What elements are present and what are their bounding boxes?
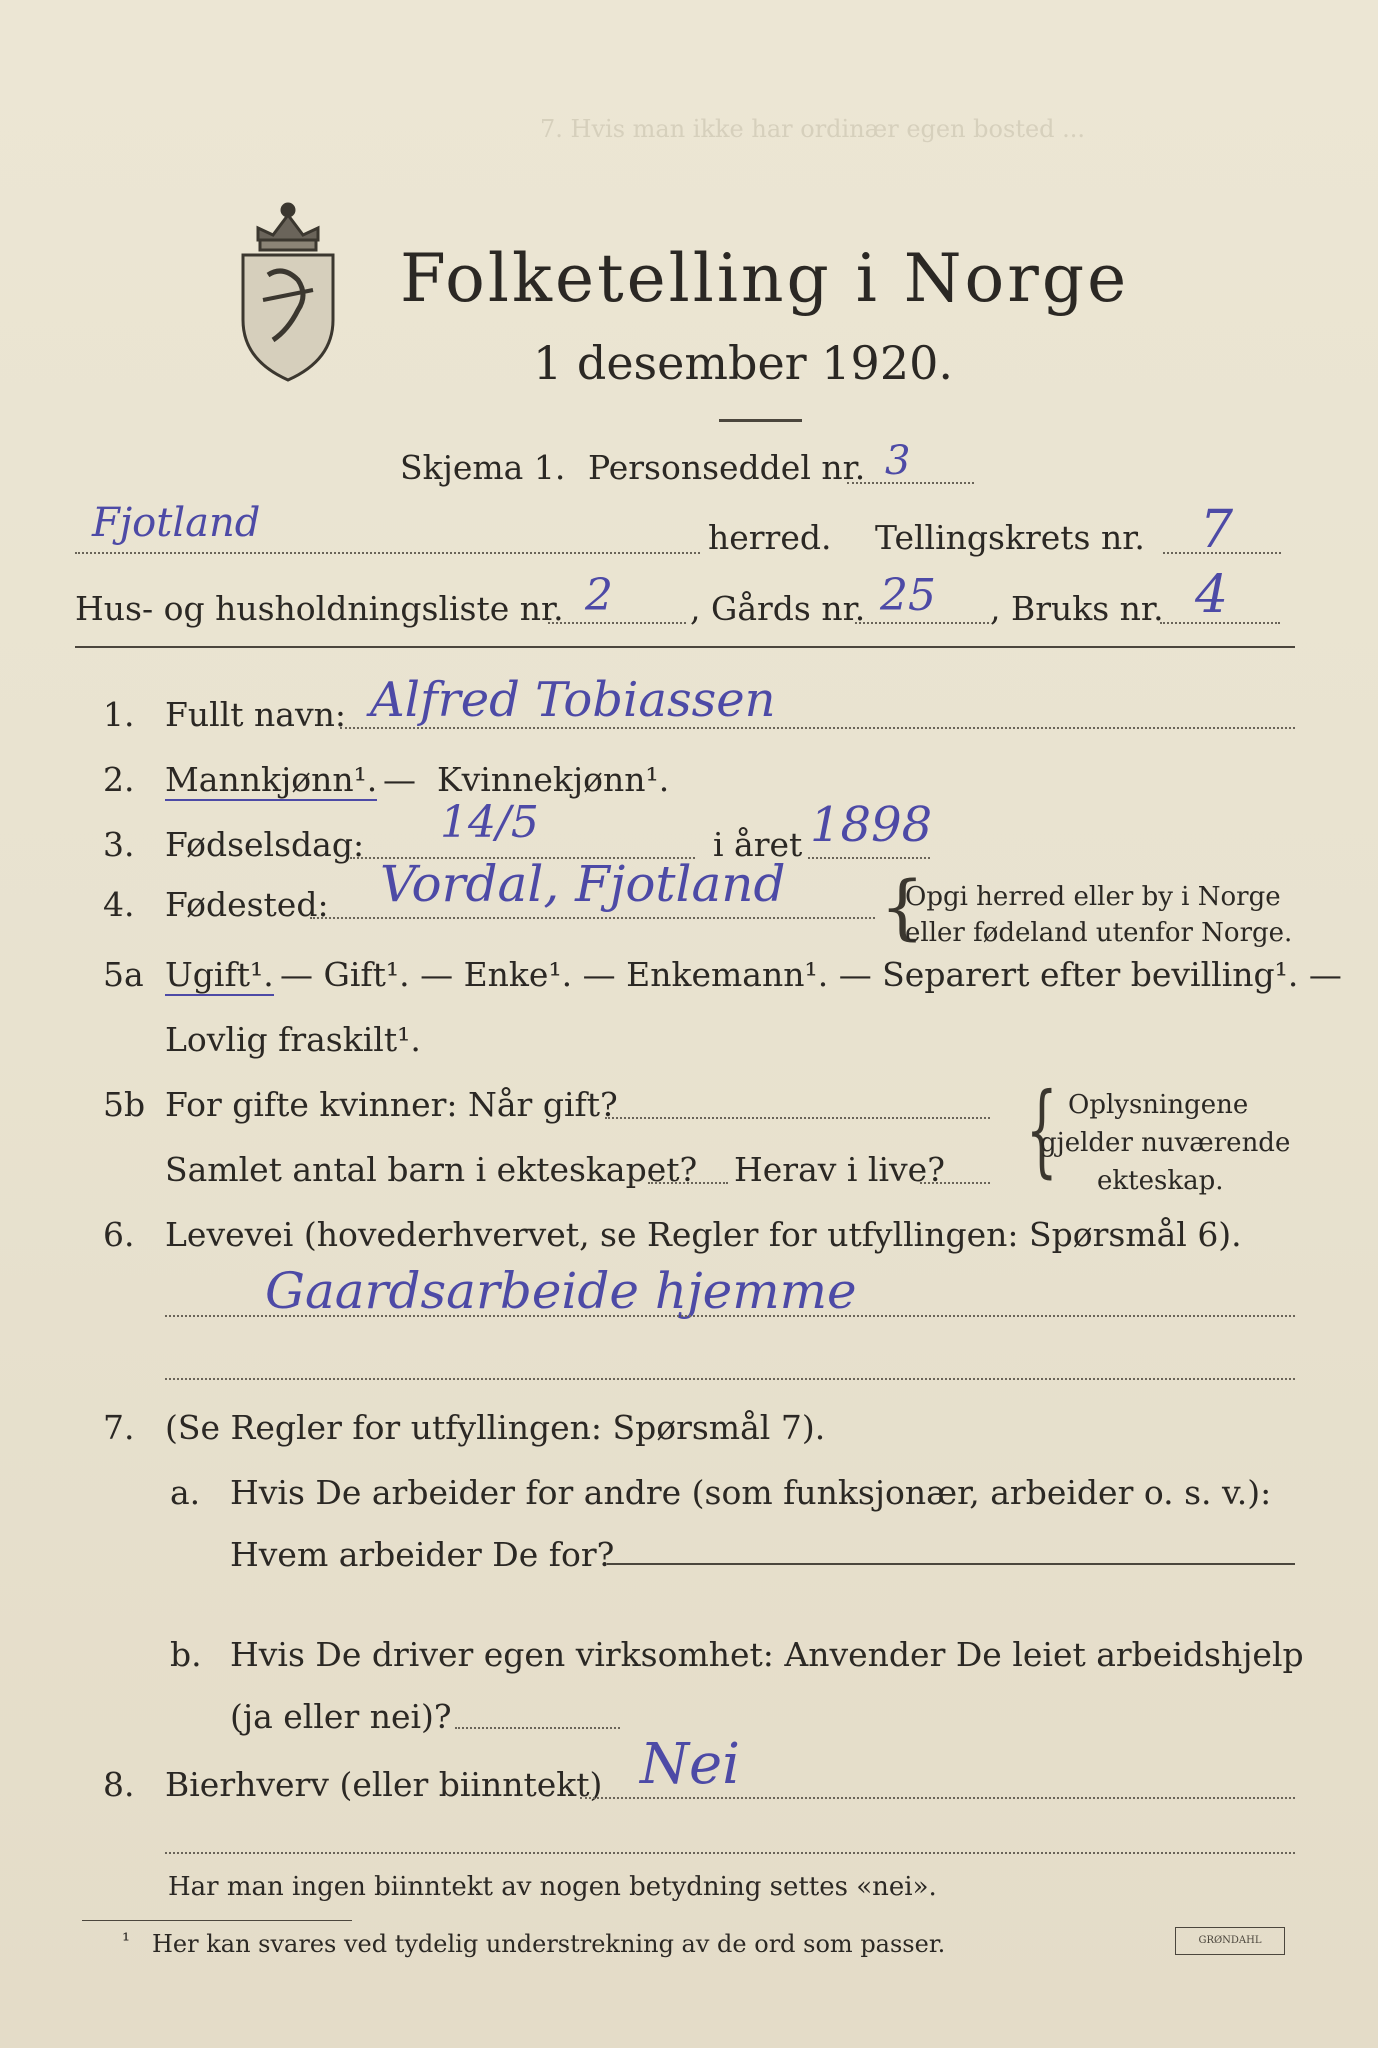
side-income-value: Nei — [640, 1732, 741, 1797]
personseddel-field[interactable] — [847, 482, 974, 484]
q4-number: 4. — [103, 885, 135, 924]
children-field[interactable] — [648, 1182, 728, 1184]
title-divider — [719, 419, 802, 422]
form-title: Folketelling i Norge — [400, 240, 1130, 317]
q3-label: Fødselsdag: — [165, 825, 365, 864]
q7-label: (Se Regler for utfyllingen: Spørsmål 7). — [165, 1408, 826, 1447]
option-lovlig-fraskilt[interactable]: Lovlig fraskilt¹. — [165, 1020, 421, 1059]
coat-of-arms-icon — [228, 180, 348, 385]
header-rule — [75, 646, 1295, 648]
birthplace-note-2: eller fødeland utenfor Norge. — [905, 918, 1293, 948]
birthdate-value: 14/5 — [440, 797, 539, 848]
option-kvinnekjonn[interactable]: Kvinnekjønn¹. — [437, 760, 670, 799]
gards-label: , Gårds nr. — [690, 589, 866, 628]
herred-field[interactable] — [75, 552, 700, 554]
q7-number: 7. — [103, 1408, 135, 1447]
q6-label: Levevei (hovederhvervet, se Regler for utfyllingen: Spørsmål 6). — [165, 1215, 1242, 1254]
option-mannkjonn[interactable]: Mannkjønn¹. — [165, 760, 378, 799]
marital-options[interactable]: — Gift¹. — Enke¹. — Enkemann¹. — Separert efter bevilling¹. — — [280, 955, 1342, 994]
q7b-line-1: Hvis De driver egen virksomhet: Anvender De leiet arbeidshjelp — [230, 1635, 1304, 1674]
q8-label: Bierhverv (eller biinntekt) — [165, 1765, 603, 1804]
option-ugift[interactable]: Ugift¹. — [165, 955, 274, 994]
footnote-rule — [82, 1920, 352, 1921]
q6-number: 6. — [103, 1215, 135, 1254]
side-income-field-2[interactable] — [165, 1852, 1295, 1854]
q5b-note-2: gjelder nuværende — [1040, 1128, 1291, 1158]
gards-value: 25 — [880, 570, 936, 621]
q5b-note-3: ekteskap. — [1097, 1166, 1224, 1196]
q7b-line-2: (ja eller nei)? — [230, 1697, 452, 1736]
herred-value: Fjotland — [92, 500, 261, 546]
bruks-value: 4 — [1195, 565, 1229, 625]
q1-label: Fullt navn: — [165, 695, 346, 734]
birthyear-field[interactable] — [808, 857, 930, 859]
q5b-label-1: For gifte kvinner: Når gift? — [165, 1085, 618, 1124]
tellingskrets-label: Tellingskrets nr. — [875, 518, 1145, 557]
skjema-label: Skjema 1. — [400, 448, 566, 487]
year-label: i året — [713, 825, 803, 864]
q7a-letter: a. — [170, 1473, 201, 1512]
bruks-label: , Bruks nr. — [990, 589, 1164, 628]
side-income-field[interactable] — [580, 1797, 1295, 1799]
occupation-field-1[interactable] — [165, 1315, 1295, 1317]
q8-number: 8. — [103, 1765, 135, 1804]
q5b-label-3: Herav i live? — [734, 1150, 945, 1189]
q5b-number: 5b — [103, 1085, 146, 1124]
q5a-number: 5a — [103, 955, 144, 994]
birthplace-value: Vordal, Fjotland — [380, 855, 786, 913]
q5b-note-1: Oplysningene — [1068, 1090, 1249, 1120]
footnote-text: Her kan svares ved tydelig understrekning av de ord som passer. — [152, 1930, 946, 1958]
personseddel-label: Personseddel nr. — [588, 448, 866, 487]
q2-number: 2. — [103, 760, 135, 799]
q7a-line-2: Hvem arbeider De for? — [230, 1535, 615, 1574]
q7b-letter: b. — [170, 1635, 202, 1674]
birthplace-field[interactable] — [310, 917, 875, 919]
q5b-brace: { — [1025, 1071, 1058, 1188]
personseddel-value: 3 — [885, 438, 911, 484]
herred-label: herred. — [708, 518, 832, 557]
q5b-label-2: Samlet antal barn i ekteskapet? — [165, 1150, 698, 1189]
footnote-mark: ¹ — [122, 1928, 131, 1952]
q4-label: Fødested: — [165, 885, 329, 924]
married-when-field[interactable] — [605, 1117, 990, 1119]
bleed-through: 7. Hvis man ikke har ordinær egen bosted ... — [540, 115, 1086, 143]
side-income-note: Har man ingen biinntekt av nogen betydning settes «nei». — [168, 1872, 937, 1902]
q2-separator: — — [383, 760, 416, 799]
q7a-line-1: Hvis De arbeider for andre (som funksjonær, arbeider o. s. v.): — [230, 1473, 1272, 1512]
occupation-value: Gaardsarbeide hjemme — [265, 1262, 857, 1320]
birthyear-value: 1898 — [810, 797, 933, 853]
hired-help-field[interactable] — [455, 1727, 620, 1729]
q3-number: 3. — [103, 825, 135, 864]
full-name-value: Alfred Tobiassen — [370, 672, 776, 728]
children-alive-field[interactable] — [920, 1182, 990, 1184]
q4-brace: { — [880, 866, 925, 948]
form-date: 1 desember 1920. — [533, 336, 953, 390]
hus-field[interactable] — [548, 622, 686, 624]
q1-number: 1. — [103, 695, 135, 734]
printer-stamp: GRØNDAHL — [1175, 1927, 1285, 1955]
gards-field[interactable] — [855, 622, 989, 624]
tellingskrets-value: 7 — [1200, 500, 1234, 560]
hus-value: 2 — [585, 570, 613, 621]
birthplace-note-1: Opgi herred eller by i Norge — [905, 882, 1281, 912]
employer-field[interactable] — [607, 1563, 1295, 1565]
hus-label: Hus- og husholdningsliste nr. — [75, 589, 564, 628]
occupation-field-2[interactable] — [165, 1378, 1295, 1380]
